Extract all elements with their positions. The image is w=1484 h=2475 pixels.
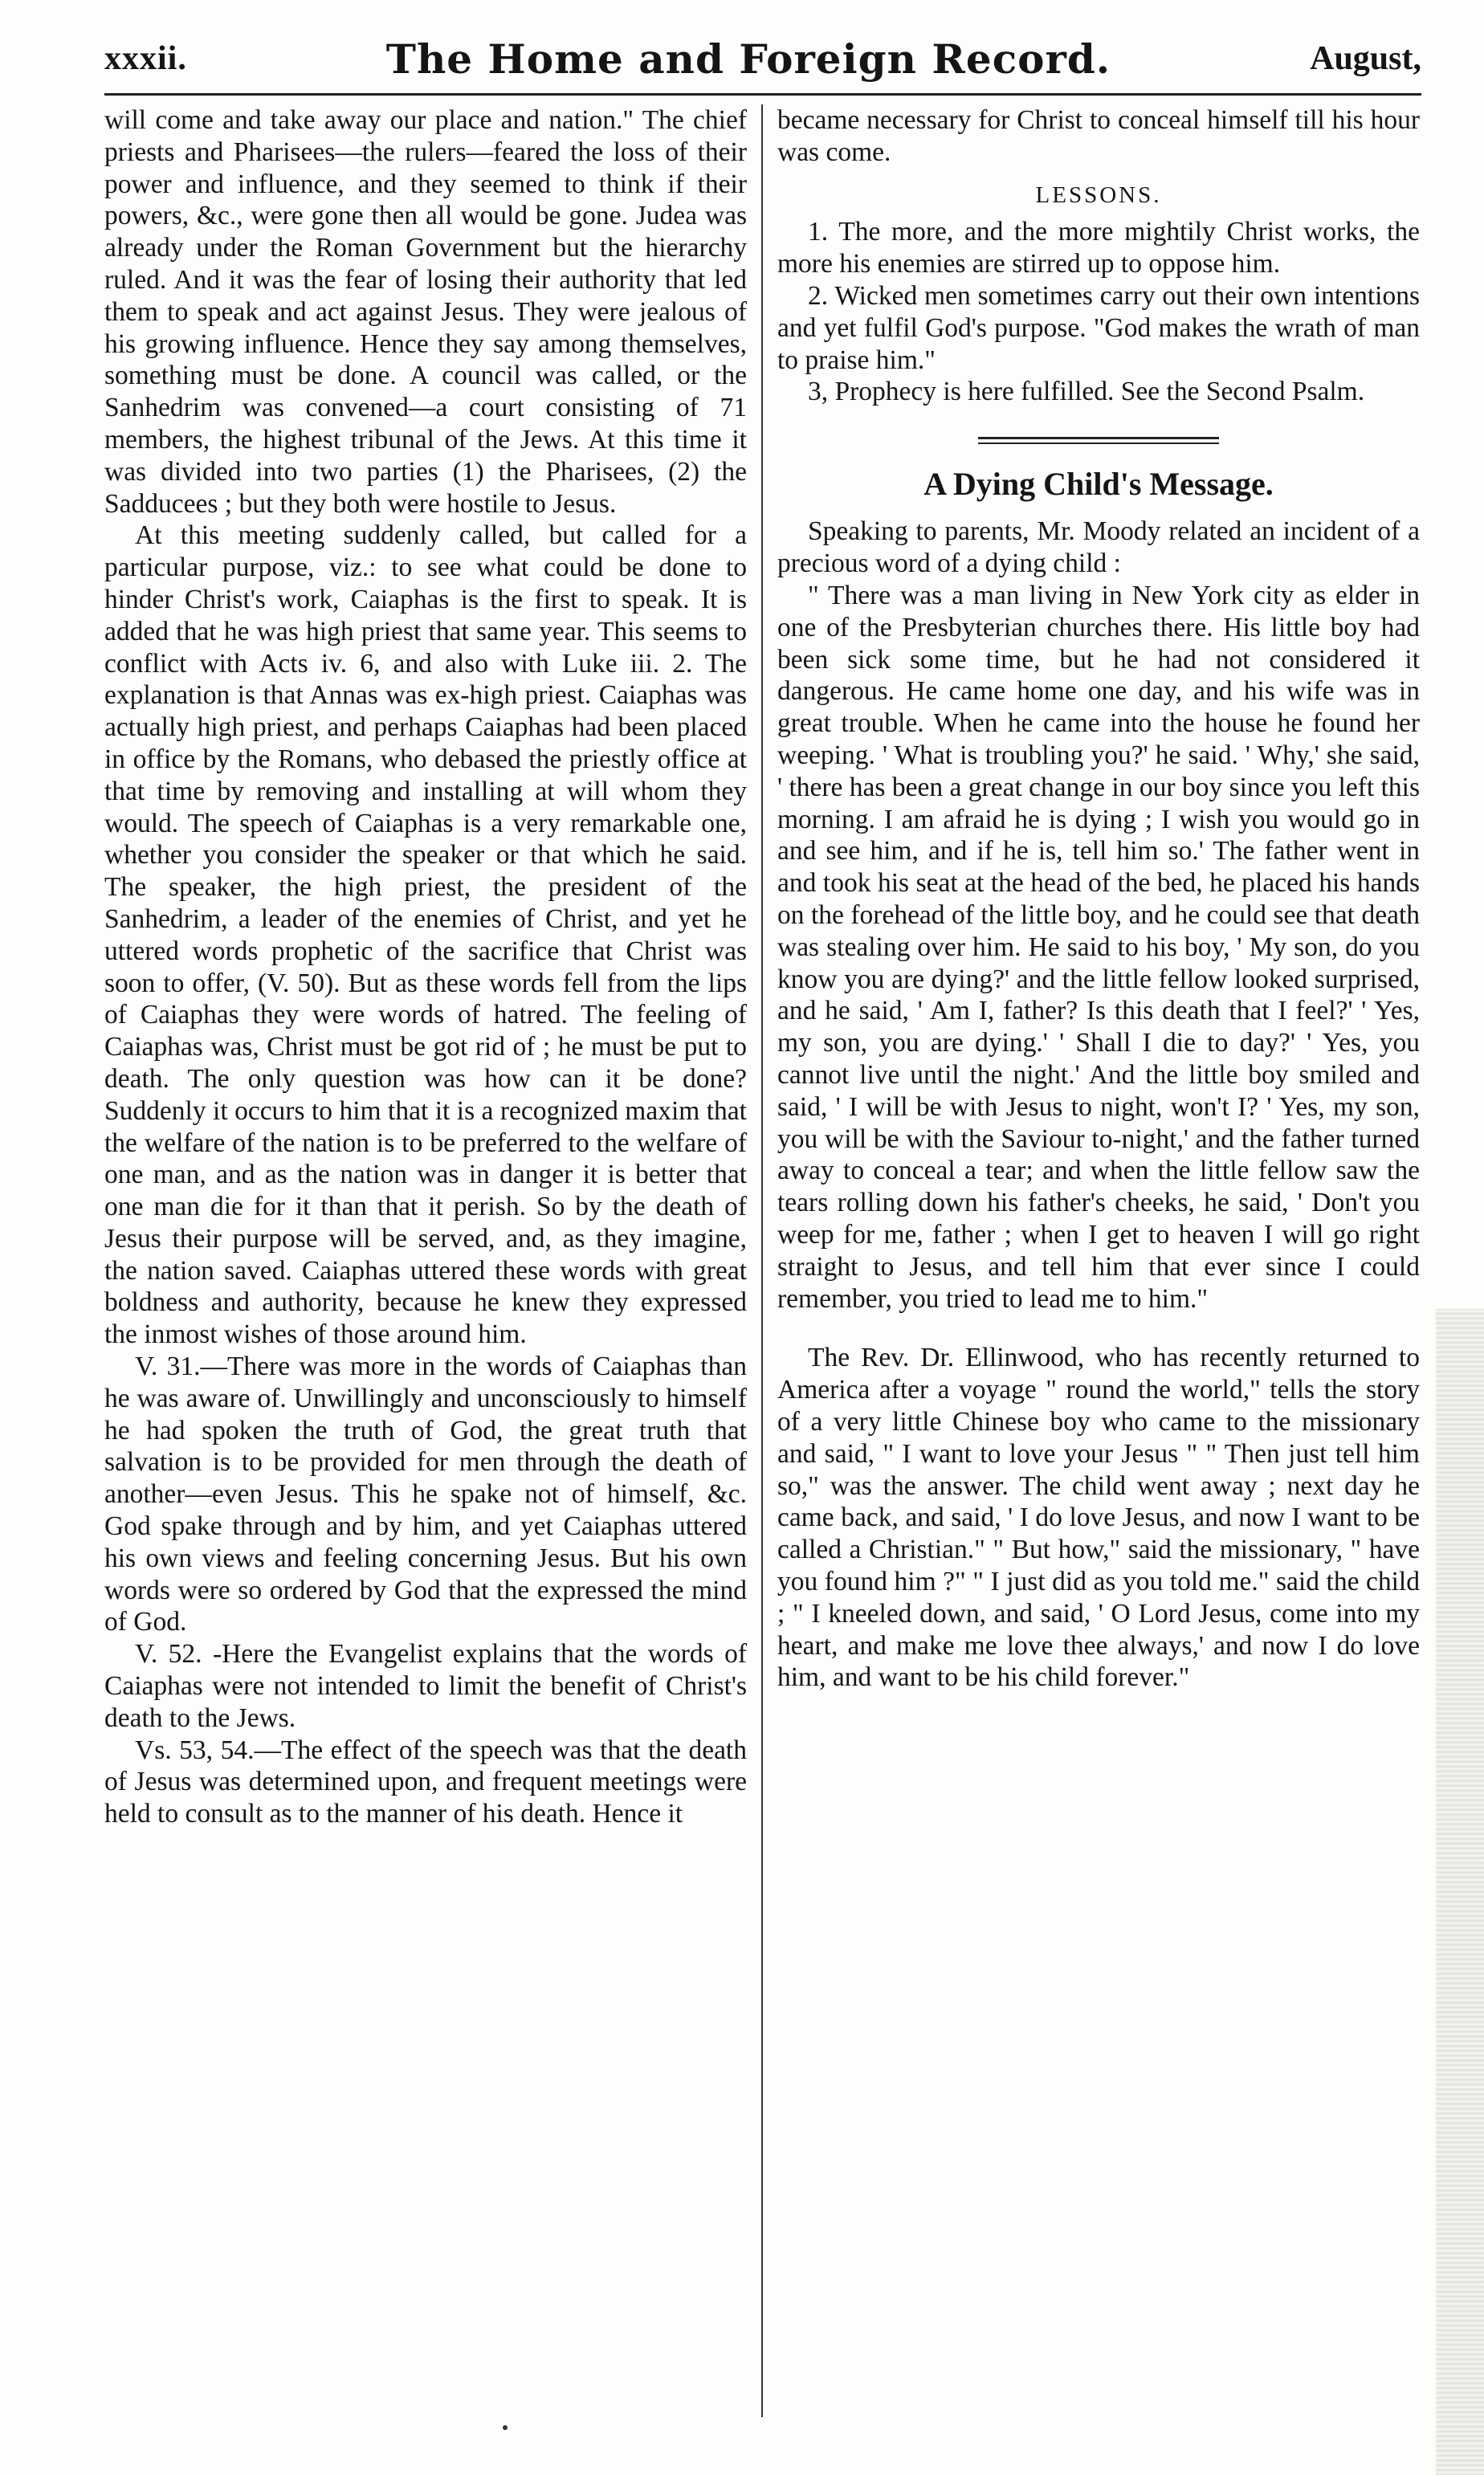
left-paragraph-3: V. 31.—There was more in the words of Caiaphas than he was aware of. Unwillingly and unconsciously to himself he had spoken the truth of God, the great truth that salvation is to be provided for men through the death of another—even Jesus. This he spake not of himself, &c. God spake through and by him, and yet Caiaphas uttered his own views and feeling concerning Jesus. But his own words were so ordered by God that the expressed the mind of God. (104, 1352, 747, 1637)
journal-title: The Home and Foreign Record. (385, 35, 1111, 83)
article-paragraph-2: " There was a man living in New York city as elder in one of the Presbyterian churches there. His little boy had been sick some time, but he had not considered it dangerous. He came home one day, and his wife was in great trouble. When he came into the house he found her weeping. ' What is troubling you?' he said. ' Why,' she said, ' there has been a great change in our boy since you left this morning. I am afraid he is dying ; I wish you would go in and see him, and if he is, tell him so.' The father went in and took his seat at the head of the bed, he placed his hands on the forehead of the little boy, and he could see that death was stealing over him. He said to his boy, ' My son, do you know you are dying?' and the little fellow looked surprised, and he said, ' Am I, father? Is this death that I feel?' ' Yes, my son, you are dying.' ' Shall I die to day?' ' Yes, you cannot live until the night.' And the little boy smiled and said, ' I will be with Jesus to night, won't I? ' Yes, my son, you will be with the Saviour to-night,' and the father turned away to conceal a tear; and when the little fellow saw the tears rolling down his father's cheeks, he said, ' Don't you weep for me, father ; when I get to heaven I will go right straight to Jesus, and tell him that ever since I could remember, you tried to lead me to him." (777, 581, 1420, 1314)
page-edge-shadow (1436, 1309, 1484, 2475)
left-column (104, 104, 747, 1830)
issue-month: August, (1310, 40, 1421, 77)
left-paragraph-2: At this meeting suddenly called, but called for a particular purpose, viz.: to see what could be done to hinder Christ's work, Caiaphas is the first to speak. It is added that he was high priest that same year. This seems to conflict with Acts iv. 6, and also with Luke iii. 2. The explanation is that Annas was ex-high priest. Caiaphas was actually high priest, and perhaps Caiaphas had been placed in office by the Romans, who debased the priestly office at that time by removing and installing at will whom they would. The speech of Caiaphas is a very remarkable one, whether you consider the speaker or that which he said. The speaker, the high priest, the president of the Sanhedrim, a leader of the enemies of Christ, and yet he uttered words prophetic of the sacrifice that Christ was soon to offer, (V. 50). But as these words fell from the lips of Caiaphas they were words of hatred. The feeling of Caiaphas was, Christ must be got rid of ; he must be put to death. The only question was how can it be done? Suddenly it occurs to him that it is a recognized maxim that the welfare of the nation is to be preferred to the welfare of one man, and as the nation was in danger it is better that one man die for it than that it perish. So by the death of Jesus their purpose will be served, and, as they imagine, the nation saved. Caiaphas uttered these words with great boldness and authority, because he knew they expressed the inmost wishes of those around him. (104, 520, 747, 1350)
article-paragraph-1: Speaking to parents, Mr. Moody related an incident of a precious word of a dying child : (777, 516, 1420, 579)
rule-thin (978, 442, 1219, 444)
second-article-paragraph: The Rev. Dr. Ellinwood, who has recently returned to America after a voyage " round the world," tells the story of a very little Chinese boy who came to the missionary and said, " I want to love your Jesus " " Then just tell him so," was the answer. The child went away ; next day he came back, and said, ' I do love Jesus, and now I want to be called a Christian." " But how," said the missionary, " have you found him ?" " I just did as you told me." said the child ; " I kneeled down, and said, ' O Lord Jesus, come into my heart, and make me love thee always,' and now I do love him, and want to be his child forever." (777, 1343, 1420, 1693)
rule-thick (978, 437, 1219, 439)
left-paragraph-5: Vs. 53, 54.—The effect of the speech was that the death of Jesus was determined upon, and frequent meetings were held to consult as to the manner of his death. Hence it (104, 1735, 747, 1829)
right-continuation: became necessary for Christ to conceal himself till his hour was come. (777, 105, 1420, 167)
print-speck (503, 2425, 508, 2430)
lesson-item: 3, Prophecy is here fulfilled. See the Second Psalm. (808, 377, 1365, 407)
left-paragraph-1: will come and take away our place and nation." The chief priests and Pharisees—the rulers—feared the loss of their power and influence, and they seemed to think if their powers, &c., were gone then all would be gone. Judea was already under the Roman Government but the hierarchy ruled. And it was the fear of losing their authority that led them to speak and act against Jesus. They were jealous of his growing influence. Hence they say among themselves, something must be done. A council was called, or the Sanhedrim was convened—a court consisting of 71 members, the highest tribunal of the Jews. At this time it was divided into two parties (1) the Pharisees, (2) the Sadducees ; but they both were hostile to Jesus. (104, 105, 747, 519)
paragraph-gap (777, 1315, 1420, 1342)
section-rule (978, 437, 1219, 444)
lesson-item: 1. The more, and the more mightily Christ works, the more his enemies are stirred up to oppose him. (777, 217, 1420, 279)
right-column (777, 104, 1420, 1694)
left-paragraph-4: V. 52. -Here the Evangelist explains that the words of Caiaphas were not intended to limit the benefit of Christ's death to the Jews. (104, 1639, 747, 1733)
lessons-heading: LESSONS. (1035, 181, 1162, 208)
lesson-item: 2. Wicked men sometimes carry out their own intentions and yet fulfil God's purpose. "God makes the wrath of man to praise him." (777, 280, 1420, 375)
article-title: A Dying Child's Message. (923, 465, 1274, 502)
page-number: xxxii. (104, 40, 187, 77)
column-divider (761, 104, 763, 2417)
page-header (104, 24, 1421, 96)
